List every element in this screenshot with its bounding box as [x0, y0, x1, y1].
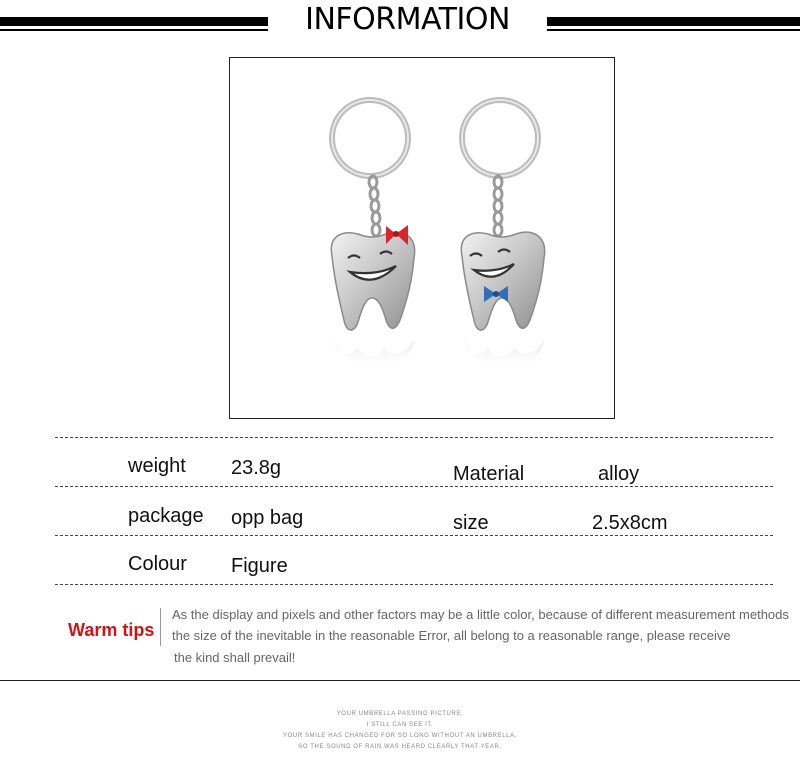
tips-line: the size of the inevitable in the reasonable Error, all belong to a reasonable range, please receive: [172, 628, 731, 643]
package-value: opp bag: [231, 507, 304, 529]
tips-divider: [160, 608, 161, 646]
divider: [55, 535, 773, 536]
divider: [55, 437, 773, 438]
colour-label: Colour: [128, 553, 187, 575]
product-image: [229, 57, 615, 419]
divider: [55, 486, 773, 487]
tooth-keychain-pair-image: [230, 58, 614, 418]
footer-text-line: YOUR SMILE HAS CHANGED FOR SO LONG WITHOUT AN UMBRELLA,: [283, 733, 517, 739]
weight-value: 23.8g: [231, 457, 282, 479]
material-value: alloy: [598, 463, 640, 485]
page-title: INFORMATION: [305, 2, 510, 37]
footer-text-line: YOUR UMBRELLA PASSING PICTURE,: [336, 711, 464, 717]
material-label: Material: [453, 463, 525, 485]
tips-line: As the display and pixels and other factors may be a little color, because of different measurement methods: [172, 607, 789, 622]
package-label: package: [128, 505, 204, 527]
header-bar-left: [0, 17, 268, 35]
section-header: [0, 0, 800, 48]
footer-text-line: SO THE SOUND OF RAIN WAS HEARD CLEARLY THAT YEAR.: [298, 744, 502, 750]
tips-line: the kind shall prevail!: [174, 650, 296, 665]
divider: [55, 584, 773, 585]
colour-value: Figure: [231, 555, 288, 577]
tooth-keychain-left: [331, 100, 414, 369]
warm-tips-label: Warm tips: [68, 620, 155, 640]
size-label: size: [453, 512, 489, 534]
size-value: 2.5x8cm: [592, 512, 668, 534]
footer-text-line: I STILL CAN SEE IT.: [366, 722, 434, 728]
footer-divider: [0, 680, 800, 681]
tooth-keychain-right: [461, 100, 544, 369]
weight-label: weight: [128, 455, 186, 477]
header-bar-right: [547, 17, 800, 35]
